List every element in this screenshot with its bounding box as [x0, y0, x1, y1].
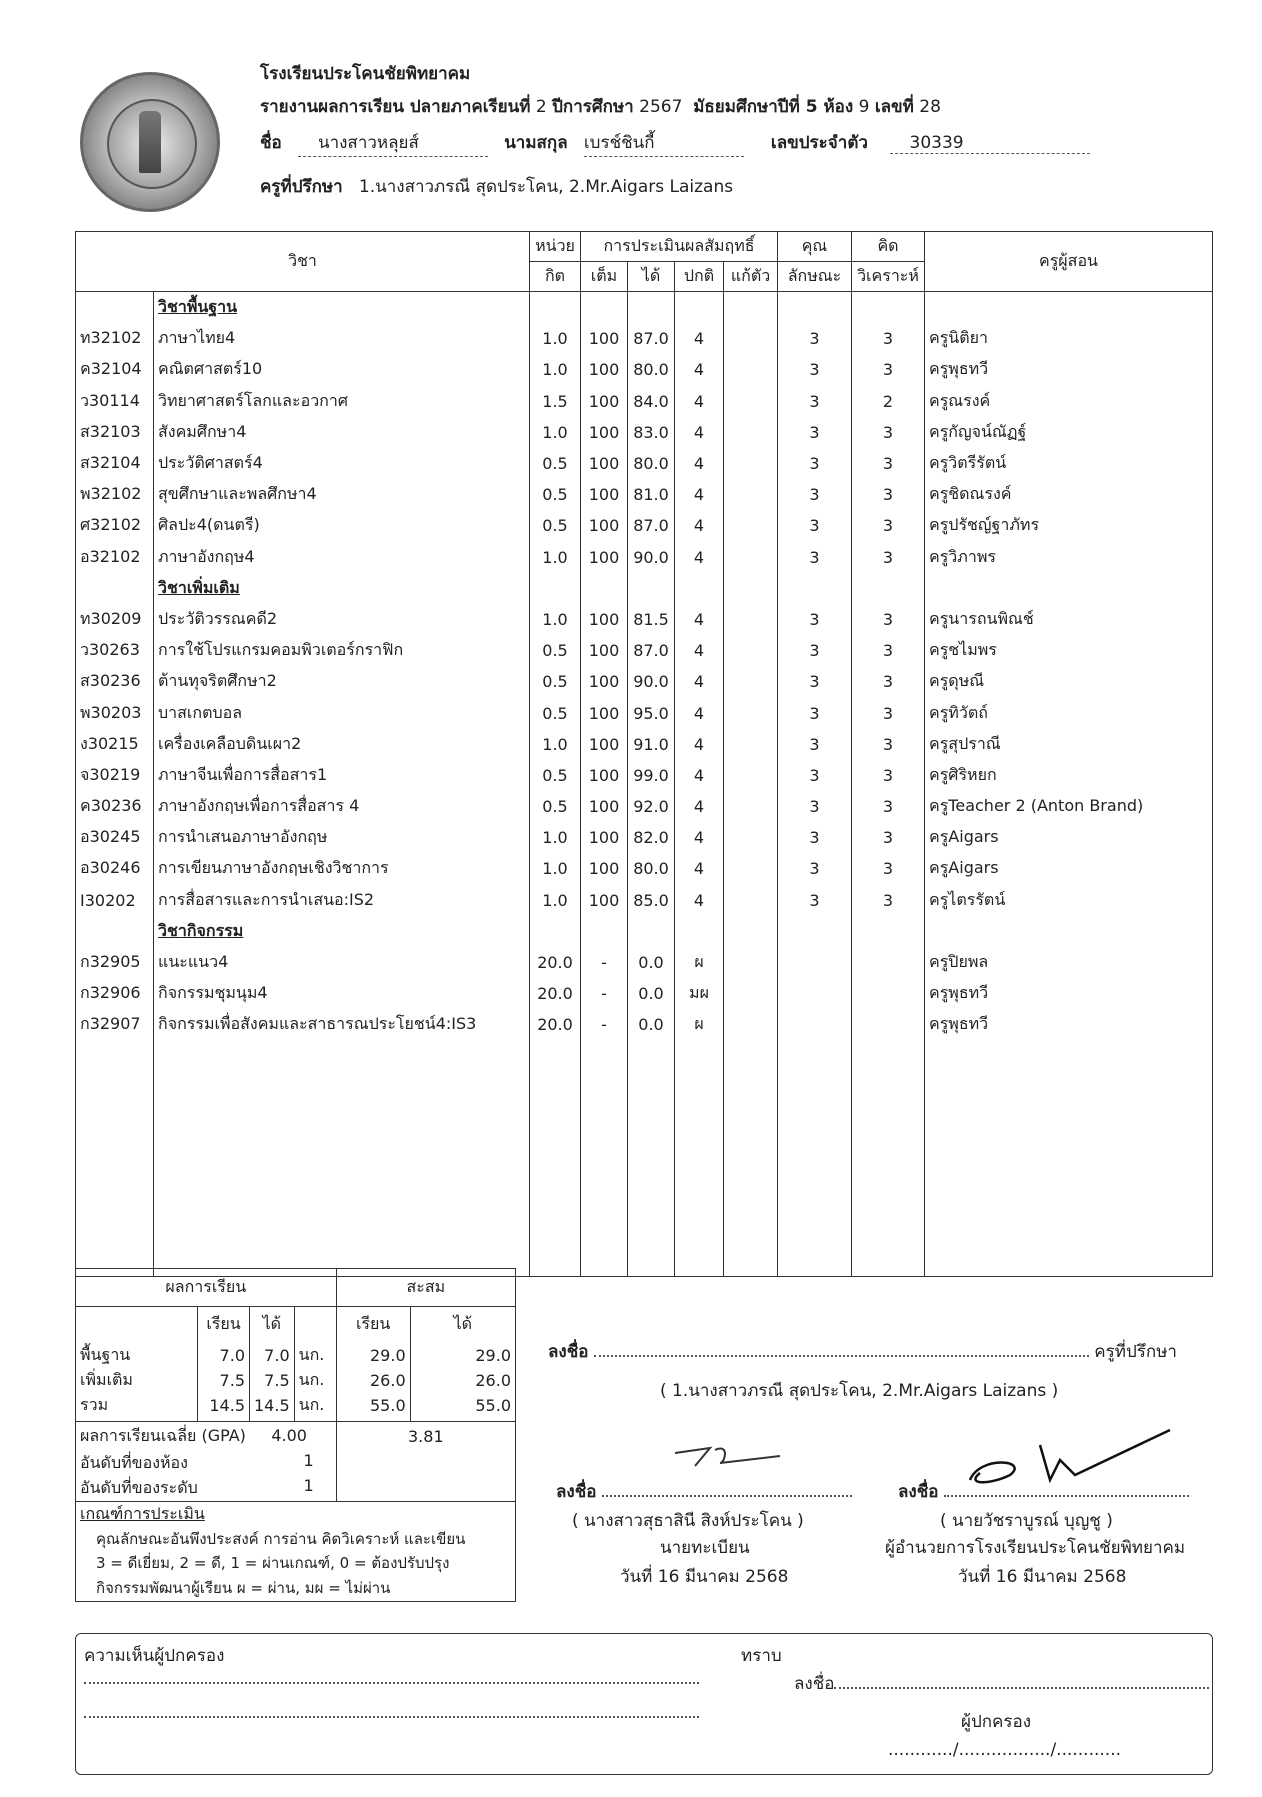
cell-credit: 1.0: [530, 417, 581, 448]
cell-char: 3: [778, 885, 852, 916]
cell-fix: [724, 354, 778, 385]
cell-got: 80.0: [628, 354, 675, 385]
cell-teacher: ครูAigars: [925, 822, 1213, 853]
cell-teacher: ครูพุธทวี: [925, 1009, 1213, 1040]
director-name: ( นายวัชราบูรณ์ บุญชู ): [940, 1511, 1113, 1531]
cell-grade: 4: [675, 386, 724, 417]
cell-full: 100: [581, 760, 628, 791]
cell-grade: 4: [675, 510, 724, 541]
cell-full: 100: [581, 479, 628, 510]
cell-name: ภาษาจีนเพื่อการสื่อสาร1: [154, 760, 530, 791]
cell-think: 3: [852, 354, 925, 385]
cell-char: 3: [778, 323, 852, 354]
cell-code: ส32103: [76, 417, 154, 448]
cell-teacher: ครูนารถนพิณช์: [925, 604, 1213, 635]
cell-grade: 4: [675, 542, 724, 573]
header-subject: วิชา: [76, 232, 530, 292]
table-row: [76, 947, 1213, 978]
cell-fix: [724, 479, 778, 510]
cell-full: 100: [581, 354, 628, 385]
cell-fix: [724, 853, 778, 884]
table-row: [76, 729, 1213, 760]
cell-fix: [724, 386, 778, 417]
director-sign-line: ลงชื่อ: [898, 1478, 1189, 1505]
cell-got: 81.5: [628, 604, 675, 635]
cell-name: ภาษาไทย4: [154, 323, 530, 354]
gpa-row: ผลการเรียนเฉลี่ย (GPA) 4.00: [76, 1421, 337, 1451]
cell-credit: 20.0: [530, 947, 581, 978]
table-row: [76, 417, 1213, 448]
cell-got: 90.0: [628, 542, 675, 573]
cell-think: [852, 947, 925, 978]
cell-char: 3: [778, 791, 852, 822]
advisor-line: ครูที่ปรึกษา 1.นางสาวภรณี สุดประโคน, 2.Mr.Aigars Laizans: [260, 177, 734, 197]
table-row: [76, 386, 1213, 417]
header-credit: หน่วย: [530, 232, 581, 262]
cell-full: 100: [581, 666, 628, 697]
cell-name: ศิลปะ4(ดนตรี): [154, 510, 530, 541]
cell-name: สุขศึกษาและพลศึกษา4: [154, 479, 530, 510]
cell-grade: ผ: [675, 1009, 724, 1040]
cell-name: เครื่องเคลือบดินเผา2: [154, 729, 530, 760]
cell-char: 3: [778, 479, 852, 510]
cell-teacher: ครูปรัชญ์ฐาภัทร: [925, 510, 1213, 541]
cell-full: 100: [581, 417, 628, 448]
cell-teacher: ครูปิยพล: [925, 947, 1213, 978]
cell-char: [778, 978, 852, 1009]
cell-teacher: ครูวิภาพร: [925, 542, 1213, 573]
cell-got: 99.0: [628, 760, 675, 791]
cell-name: ภาษาอังกฤษเพื่อการสื่อสาร 4: [154, 791, 530, 822]
cell-full: 100: [581, 635, 628, 666]
summary-row: พื้นฐาน 7.0 7.0 นก. 29.0 29.0: [76, 1343, 516, 1368]
advisor-signature-names: ( 1.นางสาวภรณี สุดประโคน, 2.Mr.Aigars Laizans ): [660, 1381, 1059, 1401]
cell-fix: [724, 635, 778, 666]
cell-code: ส30236: [76, 666, 154, 697]
cell-code: ส32104: [76, 448, 154, 479]
cell-name: กิจกรรมชุมนุม4: [154, 978, 530, 1009]
cell-teacher: ครูสุปราณี: [925, 729, 1213, 760]
cell-char: 3: [778, 354, 852, 385]
student-id: 30339: [890, 133, 1090, 154]
cell-name: บาสเกตบอล: [154, 697, 530, 728]
cell-code: ว30263: [76, 635, 154, 666]
cell-fix: [724, 666, 778, 697]
cell-fix: [724, 1009, 778, 1040]
cell-char: 3: [778, 822, 852, 853]
cell-credit: 20.0: [530, 1009, 581, 1040]
cell-credit: 20.0: [530, 978, 581, 1009]
cell-code: พ32102: [76, 479, 154, 510]
table-row: [76, 448, 1213, 479]
parent-sign-line: ลงชื่อ: [794, 1670, 1209, 1697]
registrar-sign-line: ลงชื่อ: [556, 1478, 852, 1505]
cell-grade: 4: [675, 885, 724, 916]
section-header: วิชาเพิ่มเติม: [76, 573, 1213, 604]
cell-grade: 4: [675, 604, 724, 635]
cell-credit: 1.0: [530, 354, 581, 385]
cell-code: จ30219: [76, 760, 154, 791]
cell-think: 3: [852, 479, 925, 510]
registrar-role: นายทะเบียน: [660, 1538, 750, 1558]
cell-think: 3: [852, 542, 925, 573]
cell-teacher: ครูชิดณรงค์: [925, 479, 1213, 510]
cell-code: ง30215: [76, 729, 154, 760]
cell-grade: 4: [675, 791, 724, 822]
section-header: วิชากิจกรรม: [76, 916, 1213, 947]
cell-teacher: ครูชไมพร: [925, 635, 1213, 666]
cell-think: 3: [852, 697, 925, 728]
cell-code: อ32102: [76, 542, 154, 573]
cell-fix: [724, 729, 778, 760]
registrar-signature: [670, 1428, 790, 1478]
cell-code: I30202: [76, 885, 154, 916]
cell-think: 3: [852, 510, 925, 541]
cell-grade: 4: [675, 729, 724, 760]
cell-char: 3: [778, 510, 852, 541]
cell-credit: 0.5: [530, 697, 581, 728]
cell-code: ค32104: [76, 354, 154, 385]
cell-got: 91.0: [628, 729, 675, 760]
cell-code: ก32906: [76, 978, 154, 1009]
student-surname: เบรช์ชินกี้: [584, 129, 744, 157]
cell-teacher: ครูทิวัตถ์: [925, 697, 1213, 728]
summary-table: ผลการเรียน สะสม เรียน ได้ เรียน ได้ พื้นฐาน 7.0 7.0 นก. 29.0 29.0 เพิ่มเติม 7.5 7.5 นก. 26.0 26.0 รวม 14.5 14.5 นก. 55.0 55.0 ผลการเรียนเฉลี่ย (GPA) 4.00 3.81 อันดับที่ของห้อง 1 อันดับที่ของระดับ 1 เกณฑ์การประเมิน คุณลักษณะอันพึงประสงค์ การอ่าน คิดวิเคราะห์ และเขียน 3 = ดีเยี่ยม, 2 = ดี, 1 = ผ่านเกณฑ์, 0 = ต้องปรับปรุง กิจกรรมพัฒนาผู้เรียน ผ = ผ่าน, มผ = ไม่ผ่าน: [75, 1268, 516, 1602]
cell-credit: 1.5: [530, 386, 581, 417]
cell-grade: 4: [675, 697, 724, 728]
cell-think: 3: [852, 417, 925, 448]
cell-think: 3: [852, 604, 925, 635]
cell-name: การนำเสนอภาษาอังกฤษ: [154, 822, 530, 853]
cell-char: 3: [778, 448, 852, 479]
cell-credit: 1.0: [530, 885, 581, 916]
cell-think: 3: [852, 729, 925, 760]
cell-name: สังคมศึกษา4: [154, 417, 530, 448]
cell-name: แนะแนว4: [154, 947, 530, 978]
cell-think: [852, 978, 925, 1009]
cell-grade: มผ: [675, 978, 724, 1009]
cell-teacher: ครูAigars: [925, 853, 1213, 884]
registrar-date: วันที่ 16 มีนาคม 2568: [620, 1567, 789, 1587]
cell-code: ก32907: [76, 1009, 154, 1040]
cell-teacher: ครูไตรรัตน์: [925, 885, 1213, 916]
cell-credit: 1.0: [530, 729, 581, 760]
cell-full: -: [581, 1009, 628, 1040]
cell-teacher: ครูพุธทวี: [925, 978, 1213, 1009]
cell-think: 3: [852, 791, 925, 822]
parent-comment-label: ความเห็นผู้ปกครอง: [84, 1646, 225, 1666]
cell-name: ต้านทุจริตศึกษา2: [154, 666, 530, 697]
cell-teacher: ครูTeacher 2 (Anton Brand): [925, 791, 1213, 822]
cell-credit: 0.5: [530, 791, 581, 822]
cell-teacher: ครูดุษณี: [925, 666, 1213, 697]
student-line: ชื่อ นางสาวหลุยส์ นามสกุล เบรช์ชินกี้ เลขประจำตัว 30339: [260, 129, 1090, 157]
cell-grade: 4: [675, 479, 724, 510]
header-eval: การประเมินผลสัมฤทธิ์: [581, 232, 778, 262]
cell-char: 3: [778, 417, 852, 448]
table-row: [76, 697, 1213, 728]
cell-full: 100: [581, 822, 628, 853]
cell-grade: 4: [675, 354, 724, 385]
cell-think: 3: [852, 853, 925, 884]
cell-fix: [724, 604, 778, 635]
cell-code: ศ32102: [76, 510, 154, 541]
cell-char: 3: [778, 760, 852, 791]
summary-row: รวม 14.5 14.5 นก. 55.0 55.0: [76, 1393, 516, 1422]
table-row: [76, 760, 1213, 791]
cell-code: อ30246: [76, 853, 154, 884]
cell-think: 3: [852, 635, 925, 666]
cell-grade: 4: [675, 448, 724, 479]
cell-got: 95.0: [628, 697, 675, 728]
table-row: [76, 354, 1213, 385]
cell-grade: 4: [675, 853, 724, 884]
cell-grade: 4: [675, 760, 724, 791]
cell-full: 100: [581, 323, 628, 354]
table-row: [76, 1009, 1213, 1040]
parent-comment-box: [75, 1633, 1213, 1775]
cell-got: 84.0: [628, 386, 675, 417]
cell-name: ภาษาอังกฤษ4: [154, 542, 530, 573]
cell-name: การเขียนภาษาอังกฤษเชิงวิชาการ: [154, 853, 530, 884]
student-name: นางสาวหลุยส์: [298, 129, 488, 157]
table-row: [76, 635, 1213, 666]
header-teacher: ครูผู้สอน: [925, 232, 1213, 292]
cell-grade: 4: [675, 323, 724, 354]
cell-think: 3: [852, 323, 925, 354]
cell-full: 100: [581, 510, 628, 541]
cell-credit: 0.5: [530, 635, 581, 666]
table-row: [76, 542, 1213, 573]
cell-char: 3: [778, 386, 852, 417]
cell-got: 87.0: [628, 635, 675, 666]
cell-got: 80.0: [628, 448, 675, 479]
cell-teacher: ครูวิตรีรัตน์: [925, 448, 1213, 479]
cell-full: -: [581, 978, 628, 1009]
cell-char: 3: [778, 542, 852, 573]
table-row: [76, 978, 1213, 1009]
cell-teacher: ครูศิริหยก: [925, 760, 1213, 791]
cell-full: -: [581, 947, 628, 978]
cell-teacher: ครูณรงค์: [925, 386, 1213, 417]
cell-fix: [724, 510, 778, 541]
table-row: [76, 666, 1213, 697]
cum-gpa: 3.81: [336, 1421, 515, 1451]
grade-table: วิชา หน่วย การประเมินผลสัมฤทธิ์ คุณ คิด ครูผู้สอน กิต เต็ม ได้ ปกติ แก้ตัว ลักษณะ วิเคราะห์ วิชาพื้นฐาน ท32102 ภาษาไทย4 1.0 100 87.0 4 3 3 ครูนิติยา ค32104 คณิตศาสตร์10 1.0 100 80.0 4 3 3 ครูพุธทวี ว30114 วิทยาศาสตร์โลกและอวกาศ 1.5 100 84.0 4 3 2 ครูณรงค์ ส32103 สังคมศึกษา4 1.0 100 83.0 4 3 3 ครูกัญจน์ณัฏฐ์ ส32104 ประวัติศาสตร์4 0.5 100 80.0 4 3 3 ครูวิตรีรัตน์ พ32102 สุขศึกษาและพลศึกษา4 0.5 100 81.0 4 3 3 ครูชิดณรงค์ ศ32102 ศิลปะ4(ดนตรี) 0.5 100 87.0 4 3 3 ครูปรัชญ์ฐาภัทร อ32102 ภาษาอังกฤษ4 1.0 100 90.0 4 3 3 ครูวิภาพร วิชาเพิ่มเติม ท30209 ประวัติวรรณคดี2 1.0 100 81.5 4 3 3 ครูนารถนพิณช์ ว30263 การใช้โปรแกรมคอมพิวเตอร์กราฟิก 0.5 100 87.0 4 3 3 ครูชไมพร ส30236 ต้านทุจริตศึกษา2 0.5 100 90.0 4 3 3 ครูดุษณี พ30203 บาสเกตบอล 0.5 100 95.0 4 3 3 ครูทิวัตถ์ ง30215 เครื่องเคลือบดินเผา2 1.0 100 91.0 4 3 3 ครูสุปราณี จ30219 ภาษาจีนเพื่อการสื่อสาร1 0.5 100 99.0 4 3 3 ครูศิริหยก ค30236 ภาษาอังกฤษเพื่อการสื่อสาร 4 0.5 100 92.0 4 3 3 ครูTeacher 2 (Anton Brand) อ30245 การนำเสนอภาษาอังกฤษ 1.0 100 82.0 4 3 3 ครูAigars อ30246 การเขียนภาษาอังกฤษเชิงวิชาการ 1.0 100 80.0 4 3 3 ครูAigars I30202 การสื่อสารและการนำเสนอ:IS2 1.0 100 85.0 4 3 3 ครูไตรรัตน์ วิชากิจกรรม ก32905 แนะแนว4 20.0 - 0.0 ผ ครูปิยพล ก32906 กิจกรรมชุมนุม4 20.0 - 0.0 มผ ครูพุธทวี ก32907 กิจกรรมเพื่อสังคมและสาธารณประโยชน์4:IS3 20.0 - 0.0 ผ ครูพุธทวี: [75, 231, 1213, 1277]
parent-ack-label: ทราบ: [741, 1646, 782, 1666]
cell-grade: ผ: [675, 947, 724, 978]
table-row: [76, 791, 1213, 822]
cell-fix: [724, 822, 778, 853]
cell-code: ก32905: [76, 947, 154, 978]
advisor-signature-line: ลงชื่อ ครูที่ปรึกษา: [548, 1342, 1177, 1362]
header-think: คิด: [852, 232, 925, 262]
cell-code: พ30203: [76, 697, 154, 728]
cell-char: 3: [778, 697, 852, 728]
director-date: วันที่ 16 มีนาคม 2568: [958, 1567, 1127, 1587]
cell-think: [852, 1009, 925, 1040]
table-row: [76, 604, 1213, 635]
section-header: วิชาพื้นฐาน: [76, 292, 1213, 324]
cell-think: 3: [852, 822, 925, 853]
cell-grade: 4: [675, 666, 724, 697]
cell-char: 3: [778, 635, 852, 666]
cell-think: 3: [852, 760, 925, 791]
cell-think: 3: [852, 666, 925, 697]
cell-credit: 1.0: [530, 853, 581, 884]
cell-name: วิทยาศาสตร์โลกและอวกาศ: [154, 386, 530, 417]
cell-credit: 1.0: [530, 542, 581, 573]
cell-credit: 0.5: [530, 479, 581, 510]
cell-full: 100: [581, 729, 628, 760]
cell-full: 100: [581, 791, 628, 822]
table-row: [76, 510, 1213, 541]
cell-got: 90.0: [628, 666, 675, 697]
header-char: คุณ: [778, 232, 852, 262]
director-role: ผู้อำนวยการโรงเรียนประโคนชัยพิทยาคม: [885, 1538, 1186, 1558]
cell-fix: [724, 760, 778, 791]
cell-fix: [724, 885, 778, 916]
cell-fix: [724, 448, 778, 479]
cell-got: 0.0: [628, 1009, 675, 1040]
report-title-line: รายงานผลการเรียน ปลายภาคเรียนที่ 2 ปีการศึกษา 2567 มัธยมศึกษาปีที่ 5 ห้อง 9 เลขที่ 28: [260, 97, 941, 117]
cell-name: การใช้โปรแกรมคอมพิวเตอร์กราฟิก: [154, 635, 530, 666]
cell-char: 3: [778, 666, 852, 697]
cell-credit: 1.0: [530, 604, 581, 635]
table-row: [76, 323, 1213, 354]
cell-code: อ30245: [76, 822, 154, 853]
cell-full: 100: [581, 386, 628, 417]
cell-think: 2: [852, 386, 925, 417]
cell-fix: [724, 947, 778, 978]
cell-teacher: ครูนิติยา: [925, 323, 1213, 354]
cell-char: 3: [778, 604, 852, 635]
cell-got: 83.0: [628, 417, 675, 448]
cell-name: กิจกรรมเพื่อสังคมและสาธารณประโยชน์4:IS3: [154, 1009, 530, 1040]
cell-full: 100: [581, 853, 628, 884]
cell-got: 85.0: [628, 885, 675, 916]
cell-fix: [724, 323, 778, 354]
cell-full: 100: [581, 542, 628, 573]
parent-role: ผู้ปกครอง: [961, 1712, 1032, 1732]
cell-credit: 0.5: [530, 760, 581, 791]
cell-fix: [724, 978, 778, 1009]
cell-char: 3: [778, 729, 852, 760]
cell-fix: [724, 697, 778, 728]
cell-credit: 1.0: [530, 822, 581, 853]
cell-code: ท30209: [76, 604, 154, 635]
cell-teacher: ครูกัญจน์ณัฏฐ์: [925, 417, 1213, 448]
cell-name: ประวัติวรรณคดี2: [154, 604, 530, 635]
cell-fix: [724, 542, 778, 573]
cell-got: 80.0: [628, 853, 675, 884]
registrar-name: ( นางสาวสุธาสินี สิงห์ประโคน ): [572, 1511, 804, 1531]
cell-got: 0.0: [628, 947, 675, 978]
cell-got: 81.0: [628, 479, 675, 510]
table-row: [76, 885, 1213, 916]
cell-full: 100: [581, 604, 628, 635]
cell-think: 3: [852, 885, 925, 916]
cell-got: 0.0: [628, 978, 675, 1009]
table-row: [76, 853, 1213, 884]
cell-grade: 4: [675, 822, 724, 853]
table-row: [76, 479, 1213, 510]
cell-think: 3: [852, 448, 925, 479]
parent-date: ............/................./............: [888, 1740, 1122, 1760]
cell-char: [778, 947, 852, 978]
school-name: โรงเรียนประโคนชัยพิทยาคม: [260, 64, 471, 84]
cell-credit: 0.5: [530, 666, 581, 697]
summary-row: เพิ่มเติม 7.5 7.5 นก. 26.0 26.0: [76, 1368, 516, 1393]
cell-name: คณิตศาสตร์10: [154, 354, 530, 385]
cell-fix: [724, 417, 778, 448]
cell-credit: 0.5: [530, 510, 581, 541]
school-seal: [80, 72, 220, 212]
cell-code: ว30114: [76, 386, 154, 417]
cell-full: 100: [581, 448, 628, 479]
table-row: [76, 822, 1213, 853]
cell-got: 92.0: [628, 791, 675, 822]
cell-credit: 1.0: [530, 323, 581, 354]
cell-code: ค30236: [76, 791, 154, 822]
cell-credit: 0.5: [530, 448, 581, 479]
cell-name: การสื่อสารและการนำเสนอ:IS2: [154, 885, 530, 916]
cell-fix: [724, 791, 778, 822]
cell-full: 100: [581, 697, 628, 728]
cell-char: [778, 1009, 852, 1040]
cell-code: ท32102: [76, 323, 154, 354]
cell-got: 87.0: [628, 323, 675, 354]
cell-teacher: ครูพุธทวี: [925, 354, 1213, 385]
cell-name: ประวัติศาสตร์4: [154, 448, 530, 479]
cell-char: 3: [778, 853, 852, 884]
cell-grade: 4: [675, 417, 724, 448]
cell-grade: 4: [675, 635, 724, 666]
cell-full: 100: [581, 885, 628, 916]
cell-got: 87.0: [628, 510, 675, 541]
cell-got: 82.0: [628, 822, 675, 853]
